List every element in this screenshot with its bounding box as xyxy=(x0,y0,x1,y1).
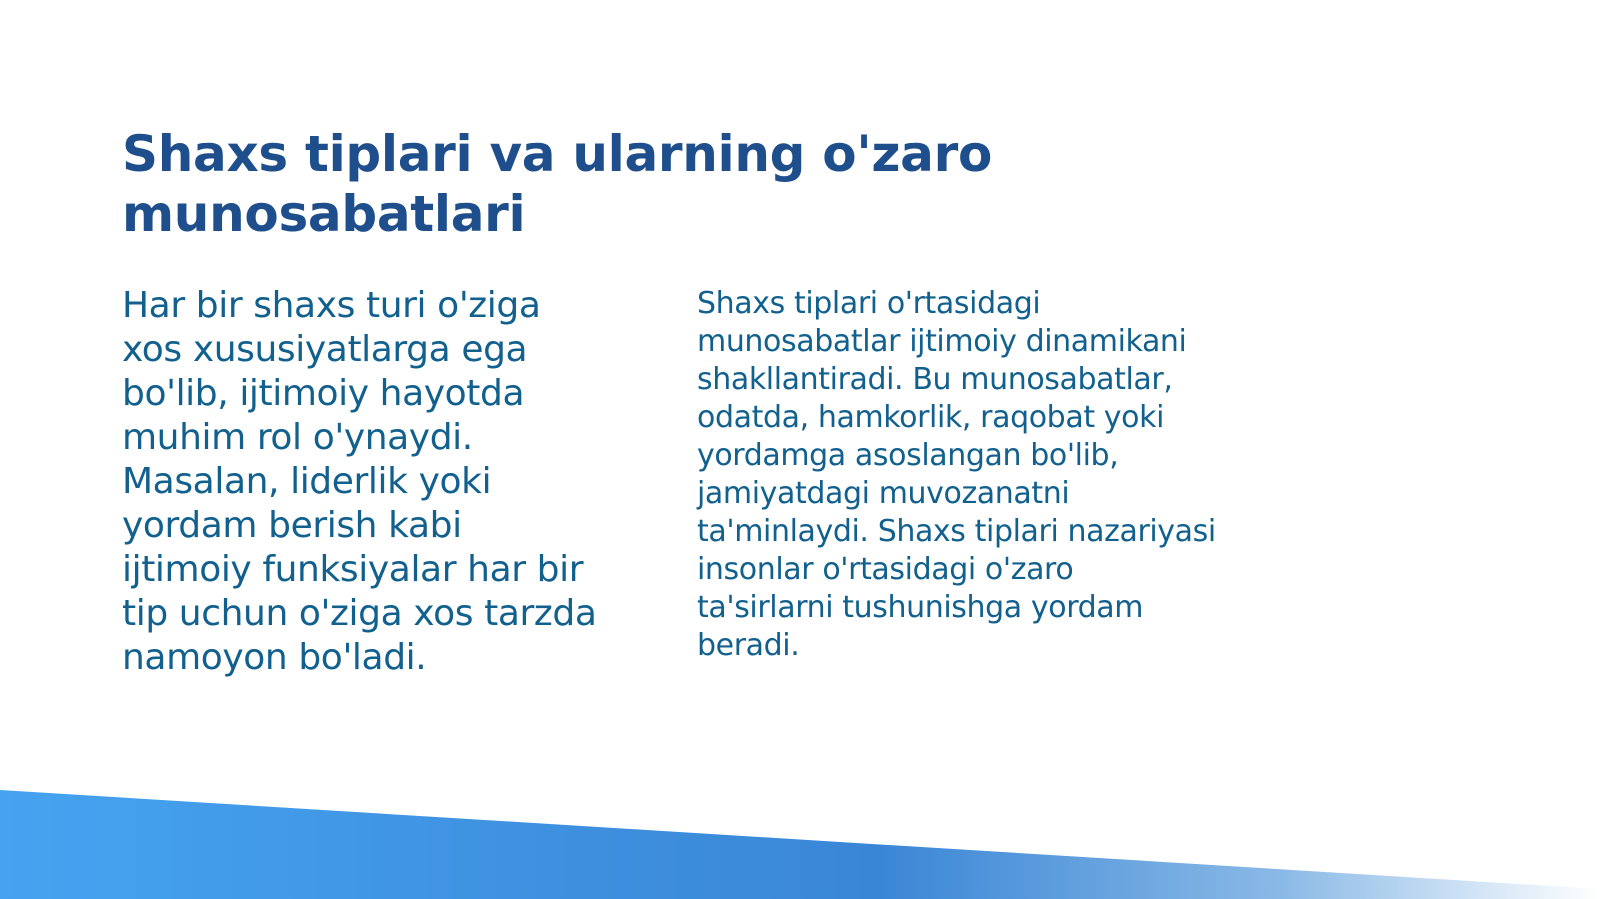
slide-title: Shaxs tiplari va ularning o'zaro munosabatlari xyxy=(122,125,992,243)
decorative-blue-band xyxy=(0,779,1600,899)
left-paragraph: Har bir shaxs turi o'ziga xos xususiyatlarga ega bo'lib, ijtimoiy hayotda muhim rol o'ynaydi. Masalan, liderlik yoki yordam berish kabi ijtimoiy funksiyalar har bir tip uchun o'ziga xos tarzda namoyon bo'ladi. xyxy=(122,285,597,678)
right-paragraph: Shaxs tiplari o'rtasidagi munosabatlar ijtimoiy dinamikani shakllantiradi. Bu munosabatlar, odatda, hamkorlik, raqobat yoki yordamga asoslangan bo'lib, jamiyatdagi muvozanatni ta'minlaydi. Shaxs tiplari nazariyasi insonlar o'rtasidagi o'zaro ta'sirlarni tushunishga yordam beradi. xyxy=(697,286,1216,663)
